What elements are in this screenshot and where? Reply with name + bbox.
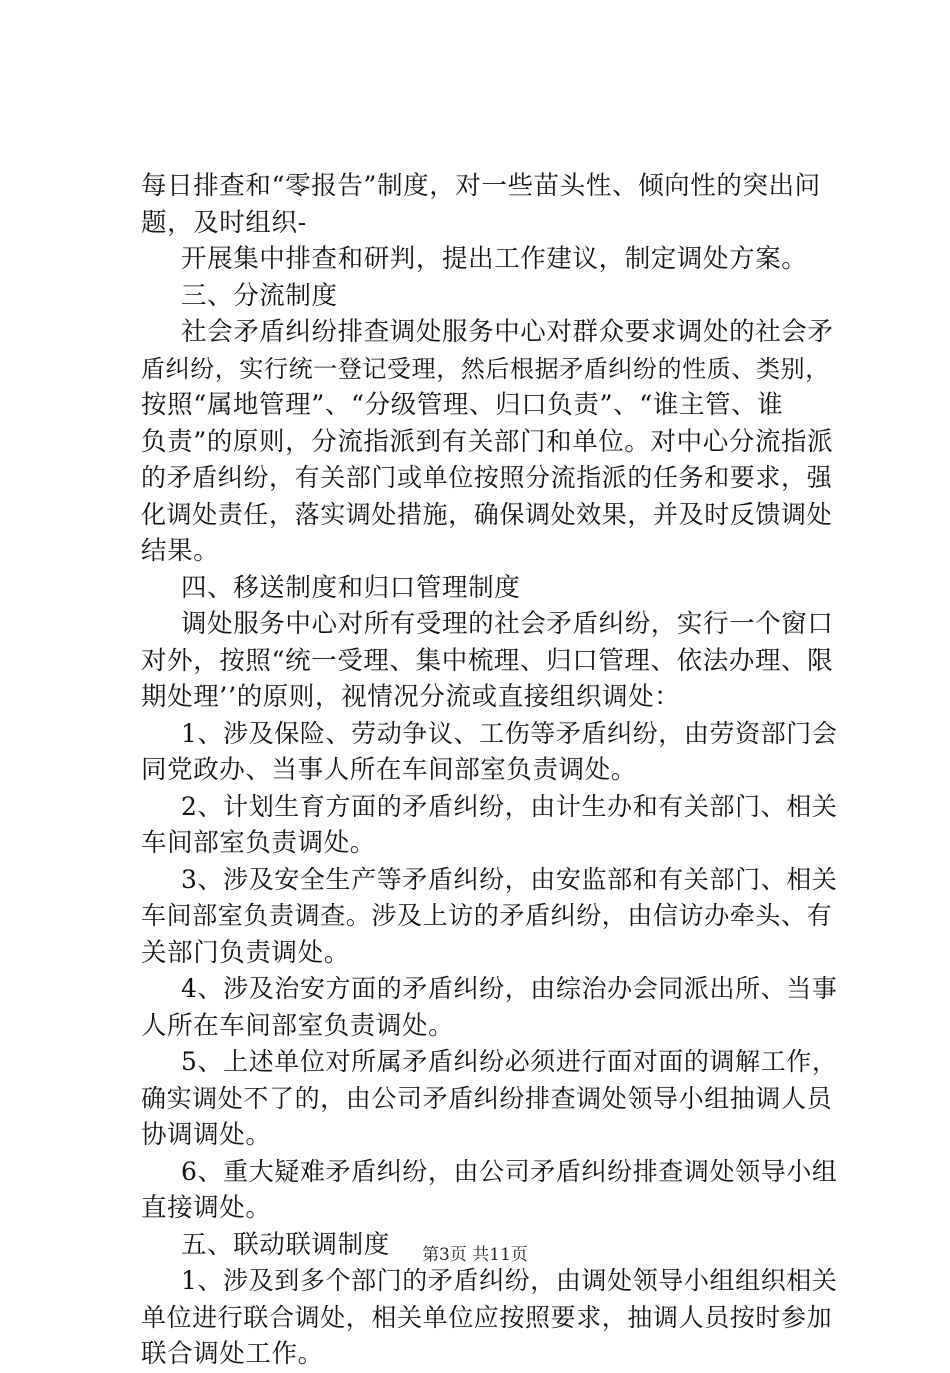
text-line: 化调处责任，落实调处措施，确保调处效果，并及时反馈调处	[141, 499, 833, 529]
text-line: 负责”的原则，分流指派到有关部门和单位。对中心分流指派	[141, 426, 834, 457]
text-line: 车间部室负责调查。涉及上访的矛盾纠纷，由信访办牵头、有	[141, 901, 833, 930]
text-line: 5、上述单位对所属矛盾纠纷必须进行面对面的调解工作，	[181, 1047, 838, 1076]
text-line: 确实调处不了的，由公司矛盾纠纷排查调处领导小组抽调人员	[141, 1083, 833, 1113]
text-line: 协调调处。	[141, 1120, 272, 1150]
text-line: 每日排查和“零报告”制度，对一些苗头性、倾向性的突出问	[141, 171, 821, 201]
text-line: 社会矛盾纠纷排查调处服务中心对群众要求调处的社会矛	[181, 317, 834, 347]
text-line: 1、涉及保险、劳动争议、工伤等矛盾纠纷，由劳资部门会	[181, 718, 838, 748]
text-line: 单位进行联合调处，相关单位应按照要求，抽调人员按时参加	[141, 1302, 833, 1332]
text-line: 期处理’’的原则，视情况分流或直接组织调处：	[141, 682, 681, 712]
text-line: 同党政办、当事人所在车间部室负责调处。	[141, 755, 637, 785]
text-line: 盾纠纷，实行统一登记受理，然后根据矛盾纠纷的性质、类别，	[141, 354, 830, 383]
text-line: 6、重大疑难矛盾纠纷，由公司矛盾纠纷排查调处领导小组	[181, 1156, 838, 1186]
text-line: 3、涉及安全生产等矛盾纠纷，由安监部和有关部门、相关	[181, 864, 838, 894]
text-line: 题，及时组织-	[141, 207, 307, 238]
page-footer: 第3页 共11页	[422, 1245, 528, 1265]
text-line: 结果。	[141, 536, 220, 566]
text-line: 五、联动联调制度	[181, 1229, 390, 1260]
document-body	[141, 168, 841, 1373]
text-line: 三、分流制度	[181, 280, 338, 311]
text-line: 人所在车间部室负责调处。	[141, 1010, 455, 1041]
text-line: 四、移送制度和归口管理制度	[181, 572, 521, 603]
text-line: 调处服务中心对所有受理的社会矛盾纠纷，实行一个窗口	[181, 609, 834, 639]
text-line: 4、涉及治安方面的矛盾纠纷，由综治办会同派出所、当事	[181, 974, 838, 1003]
text-line: 1、涉及到多个部门的矛盾纠纷，由调处领导小组组织相关	[181, 1266, 838, 1295]
text-line: 开展集中排查和研判，提出工作建议，制定调处方案。	[181, 244, 808, 274]
text-line: 直接调处。	[141, 1193, 272, 1223]
text-line: 对外，按照“统一受理、集中梳理、归口管理、依法办理、限	[141, 645, 834, 676]
text-line: 车间部室负责调处。	[141, 828, 376, 858]
text-line: 关部门负责调处。	[141, 937, 350, 968]
text-line: 联合调处工作。	[141, 1339, 324, 1369]
text-line: 按照“属地管理”、“分级管理、归口负责”、“谁主管、谁	[141, 390, 784, 420]
text-line: 的矛盾纠纷，有关部门或单位按照分流指派的任务和要求，强	[141, 463, 833, 492]
text-line: 2、计划生育方面的矛盾纠纷，由计生办和有关部门、相关	[181, 791, 838, 821]
